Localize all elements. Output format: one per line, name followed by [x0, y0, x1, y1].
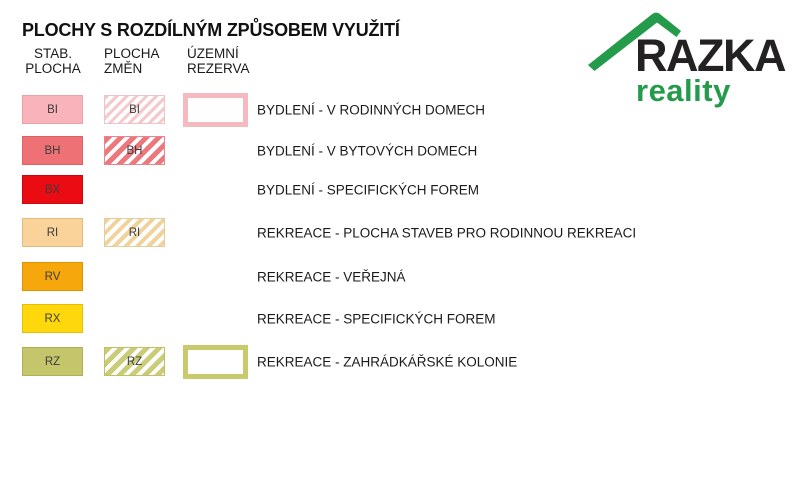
- change-area-swatch: [104, 95, 165, 124]
- legend-row-rx: [0, 304, 800, 333]
- area-code-label: RV: [44, 270, 61, 283]
- column-header-line: PLOCHA: [25, 60, 81, 76]
- legend-row-rz: [0, 347, 800, 376]
- area-type-label: REKREACE - VEŘEJNÁ: [257, 269, 406, 284]
- stable-area-swatch: [22, 136, 83, 165]
- legend-row-bx: [0, 175, 800, 204]
- logo-brand-name: RAZKA: [635, 30, 785, 81]
- territorial-reserve-swatch: [183, 345, 248, 379]
- area-type-label: REKREACE - PLOCHA STAVEB PRO RODINNOU REKREACI: [257, 225, 637, 240]
- change-area-swatch: [104, 218, 165, 247]
- legend-row-ri: [0, 218, 800, 247]
- column-header-line: ÚZEMNÍ: [187, 46, 239, 61]
- stable-area-swatch: [22, 175, 83, 204]
- area-type-label: BYDLENÍ - V BYTOVÝCH DOMECH: [257, 143, 478, 158]
- area-code-label: RI: [46, 226, 59, 239]
- area-type-label: BYDLENÍ - V RODINNÝCH DOMECH: [257, 102, 486, 117]
- area-code-label: BH: [44, 144, 61, 157]
- area-code-label: BI: [47, 103, 58, 116]
- stable-area-swatch: [22, 218, 83, 247]
- area-code-label: RZ: [44, 355, 61, 368]
- razka-reality-logo: [586, 0, 798, 108]
- legend-row-rv: [0, 262, 800, 291]
- column-header-line: PLOCHA: [104, 46, 160, 61]
- page-title: PLOCHY S ROZDÍLNÝM ZPŮSOBEM VYUŽITÍ: [22, 20, 400, 40]
- stable-area-swatch: [22, 347, 83, 376]
- area-code-label: RI: [128, 226, 141, 239]
- area-code-label: RZ: [126, 355, 143, 368]
- area-code-label: BH: [126, 144, 143, 157]
- area-code-label: BX: [44, 183, 61, 196]
- logo-subtitle: reality: [636, 73, 731, 108]
- area-type-label: REKREACE - ZAHRÁDKÁŘSKÉ KOLONIE: [257, 354, 518, 369]
- change-area-swatch: [104, 136, 165, 165]
- column-header-territorial-reserve: [187, 47, 250, 76]
- area-code-label: BI: [129, 103, 140, 116]
- change-area-swatch: [104, 347, 165, 376]
- area-type-label: REKREACE - SPECIFICKÝCH FOREM: [257, 311, 496, 326]
- column-header-change-area: [104, 47, 160, 76]
- column-header-line: STAB.: [33, 46, 72, 61]
- column-header-line: ZMĚN: [104, 60, 143, 76]
- territorial-reserve-swatch: [183, 93, 248, 127]
- stable-area-swatch: [22, 262, 83, 291]
- stable-area-swatch: [22, 95, 83, 124]
- column-header-stable-area: [22, 47, 84, 76]
- column-header-line: REZERVA: [187, 60, 250, 76]
- area-type-label: BYDLENÍ - SPECIFICKÝCH FOREM: [257, 182, 480, 197]
- stable-area-swatch: [22, 304, 83, 333]
- area-code-label: RX: [44, 312, 61, 325]
- legend-row-bh: [0, 136, 800, 165]
